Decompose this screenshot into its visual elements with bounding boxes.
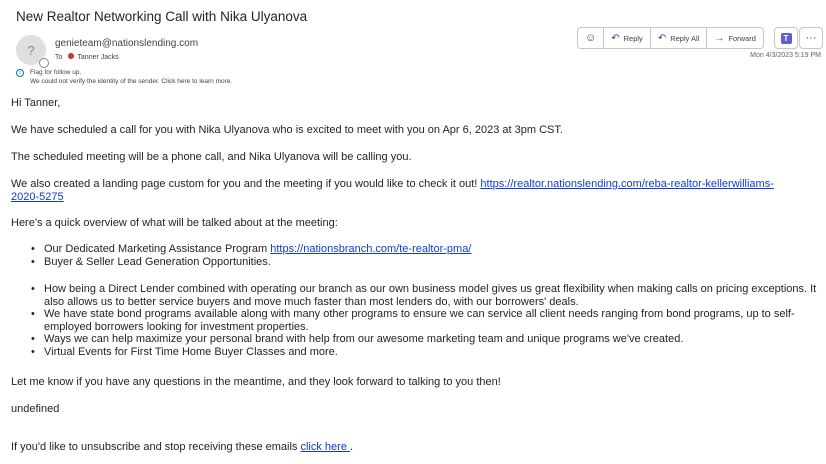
paragraph-schedule: We have scheduled a call for you with Nika Ulyanova who is excited to meet with you on Apr 6, 2023 at 3pm CST. <box>11 124 563 136</box>
recipient-line <box>55 53 119 61</box>
sender-address[interactable]: genieteam@nationslending.com <box>55 38 199 49</box>
list-item <box>31 256 821 269</box>
teams-button[interactable] <box>774 27 798 49</box>
recipient-status-icon <box>68 53 74 59</box>
list-item: • Ways we can help maximize your personal brand with help from our awesome marketing team and unique programs we've created. <box>31 333 821 346</box>
overview-list-b <box>31 283 821 358</box>
reply-icon: ↶ <box>611 32 620 44</box>
landing-page-link[interactable]: https://realtor.nationslending.com/reba-realtor-kellerwilliams-2020-5275 <box>11 178 774 203</box>
avatar[interactable]: ? <box>16 35 46 65</box>
received-date: Mon 4/3/2023 5:19 PM <box>750 52 821 59</box>
list-item <box>31 243 821 256</box>
unsubscribe-text: If you'd like to unsubscribe and stop receiving these emails <box>11 441 301 453</box>
forward-button[interactable] <box>707 28 763 48</box>
reply-all-icon: ↶ <box>657 32 667 44</box>
reply-all-label: Reply All <box>670 33 700 43</box>
unsubscribe-link[interactable]: click here <box>300 441 351 453</box>
flag-text: Flag for follow up. <box>30 69 82 76</box>
overview-list-a <box>31 243 821 268</box>
landing-page-text: We also created a landing page custom for you and the meeting if you would like to check it out! <box>11 178 481 190</box>
reply-button[interactable] <box>604 28 651 48</box>
list-item: • How being a Direct Lender combined with operating our branch as our own business model gives us great flexibility when making calls on pricing exceptions. It also allows us to better service buyers and move much faster than most lenders do, with our borrowers' deals. <box>31 283 821 308</box>
reply-all-button[interactable] <box>651 28 708 48</box>
more-actions-button[interactable] <box>799 27 823 49</box>
paragraph-undefined: undefined <box>11 403 60 415</box>
paragraph-unsubscribe <box>11 441 353 454</box>
forward-label: Forward <box>728 33 756 43</box>
email-subject: New Realtor Networking Call with Nika Ulyanova <box>16 9 308 24</box>
list-item-text: Buyer & Seller Lead Generation Opportunities. <box>44 255 271 268</box>
list-item: • We have state bond programs available along with many other programs to ensure we can service all client needs ranging from bond programs, up to self-employed borrowers looking for investment properties. <box>31 308 821 333</box>
info-icon: i <box>16 69 24 77</box>
list-item: • Virtual Events for First Time Home Buyer Classes and more. <box>31 346 821 359</box>
marketing-program-link[interactable]: https://nationsbranch.com/te-realtor-pma/ <box>270 243 472 255</box>
reply-label: Reply <box>623 33 643 43</box>
recipient[interactable] <box>68 53 118 61</box>
emoji-button[interactable] <box>578 28 604 48</box>
list-item-text: Our Dedicated Marketing Assistance Program <box>44 243 271 255</box>
forward-icon: → <box>714 32 725 44</box>
teams-icon: T <box>781 33 792 44</box>
message-toolbar <box>577 27 764 49</box>
paragraph-landing-page <box>11 178 801 204</box>
recipient-name: Tanner Jacks <box>77 54 119 61</box>
presence-status-icon <box>39 58 49 68</box>
sender-warning[interactable]: We could not verify the identity of the sender. Click here to learn more. <box>30 78 233 85</box>
to-label: To <box>55 53 63 61</box>
paragraph-overview: Here's a quick overview of what will be talked about at the meeting: <box>11 217 338 229</box>
paragraph-phone-call: The scheduled meeting will be a phone call, and Nika Ulyanova will be calling you. <box>11 151 412 163</box>
smiley-icon: ☺ <box>585 32 597 44</box>
more-icon: ··· <box>805 32 817 44</box>
unsubscribe-period: . <box>350 441 354 453</box>
flag-notice[interactable] <box>16 68 232 86</box>
greeting: Hi Tanner, <box>11 97 61 109</box>
paragraph-questions: Let me know if you have any questions in the meantime, and they look forward to talking to you then! <box>11 376 501 388</box>
